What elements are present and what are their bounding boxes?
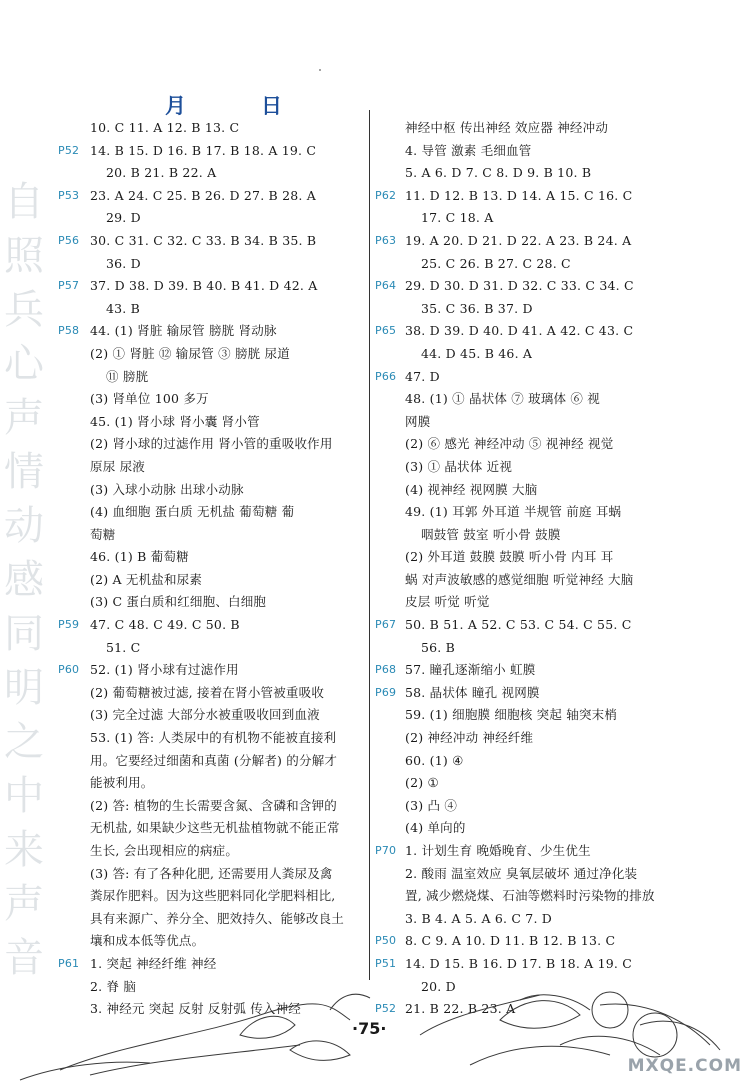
answer-line	[58, 908, 368, 931]
page-ref-label: P68	[375, 663, 397, 677]
left-answer-column	[58, 117, 368, 1021]
answer-line	[375, 817, 715, 840]
calligraphy-glyph: 感	[4, 557, 44, 603]
answer-text: 3. B 4. A 5. A 6. C 7. D	[405, 910, 553, 926]
margin-calligraphy-decoration	[0, 170, 58, 990]
page-ref-label: P70	[375, 844, 397, 857]
answer-text: 2. 脊 脑	[90, 978, 137, 994]
answer-line	[375, 207, 715, 230]
answer-text: 无机盐, 如果缺少这些无机盐植物就不能正常	[90, 820, 340, 836]
answer-line	[375, 275, 715, 298]
answer-text: (2) 葡萄糖被过滤, 接着在肾小管被重吸收	[90, 684, 325, 700]
answer-line	[375, 953, 715, 976]
answer-line	[58, 682, 368, 705]
answer-line	[58, 433, 368, 456]
answer-line	[58, 750, 368, 773]
answer-line	[375, 614, 715, 637]
calligraphy-glyph: 之	[4, 719, 44, 765]
page-ref-label: P52	[375, 1002, 397, 1016]
answer-line	[375, 546, 715, 569]
answer-text: 23. A 24. C 25. B 26. D 27. B 28. A	[90, 187, 316, 203]
answer-line	[58, 366, 368, 389]
answer-text: 37. D 38. D 39. B 40. B 41. D 42. A	[90, 278, 318, 294]
answer-line	[58, 591, 368, 614]
answer-text: 49. (1) 耳郭 外耳道 半规管 前庭 耳蜗	[405, 504, 622, 520]
answer-line	[375, 298, 715, 321]
answer-line	[58, 207, 368, 230]
answer-text: 58. 晶状体 瞳孔 视网膜	[405, 684, 540, 700]
answer-line	[58, 614, 368, 637]
answer-line	[58, 795, 368, 818]
answer-text: 能被利用。	[90, 775, 154, 791]
answer-line	[375, 366, 715, 389]
answer-text: ⑪ 膀胱	[106, 368, 149, 384]
answer-text: 5. A 6. D 7. C 8. D 9. B 10. B	[405, 165, 592, 181]
answer-text: 置, 减少燃烧煤、石油等燃料时污染物的排放	[405, 888, 655, 904]
answer-line	[58, 863, 368, 886]
date-header	[165, 90, 305, 118]
answer-text: 生长, 会出现相应的病症。	[90, 843, 239, 858]
answer-text: 19. A 20. D 21. D 22. A 23. B 24. A	[405, 232, 632, 248]
answer-text: (2) ① 肾脏 ⑫ 输尿管 ③ 膀胱 尿道	[90, 345, 290, 361]
answer-line	[58, 930, 368, 953]
answer-line	[375, 591, 715, 614]
answer-text: 1. 计划生育 晚婚晚育、少生优生	[405, 843, 591, 858]
answer-text: 36. D	[106, 255, 141, 271]
answer-line	[375, 320, 715, 343]
answer-text: 14. D 15. B 16. D 17. B 18. A 19. C	[405, 955, 632, 971]
answer-line	[58, 659, 368, 682]
answer-line	[375, 140, 715, 163]
answer-line	[375, 230, 715, 253]
calligraphy-glyph: 情	[4, 449, 44, 495]
answer-line	[58, 479, 368, 502]
answer-line	[375, 479, 715, 502]
answer-line	[375, 908, 715, 931]
page-ref-label: P50	[375, 934, 397, 948]
answer-text: (4) 视神经 视网膜 大脑	[405, 481, 538, 497]
answer-line	[58, 501, 368, 524]
page-number: ·75·	[352, 1019, 387, 1038]
answer-line	[58, 546, 368, 569]
answer-text: (3) 完全过滤 大部分水被重吸收回到血液	[90, 707, 320, 723]
page-ref-label: P52	[58, 143, 80, 157]
calligraphy-glyph: 来	[4, 827, 44, 873]
answer-line	[375, 750, 715, 773]
answer-line	[58, 388, 368, 411]
answer-line	[58, 275, 368, 298]
answer-line	[58, 727, 368, 750]
answer-text: 30. C 31. C 32. C 33. B 34. B 35. B	[90, 232, 317, 248]
watermark-logo	[612, 1016, 742, 1076]
answer-line	[58, 637, 368, 660]
answer-text: 蜗 对声波敏感的感觉细胞 听觉神经 大脑	[405, 571, 634, 587]
answer-line	[58, 298, 368, 321]
calligraphy-glyph: 照	[4, 233, 44, 279]
answer-line	[58, 524, 368, 547]
answer-text: 萄糖	[90, 526, 116, 542]
answer-line	[375, 411, 715, 434]
answer-line	[375, 863, 715, 886]
answer-line	[375, 795, 715, 818]
answer-text: 壤和成本低等优点。	[90, 933, 205, 949]
answer-text: (2) 答: 植物的生长需要含氮、含磷和含钾的	[90, 797, 337, 813]
calligraphy-glyph: 动	[4, 503, 44, 549]
answer-text: 47. C 48. C 49. C 50. B	[90, 617, 240, 633]
answer-text: 17. C 18. A	[421, 210, 494, 226]
answer-line	[58, 117, 368, 140]
answer-text: (2) 肾小球的过滤作用 肾小管的重吸收作用	[90, 436, 333, 452]
answer-line	[58, 885, 368, 908]
answer-text: 43. B	[106, 300, 141, 316]
answer-text: 20. B 21. B 22. A	[106, 165, 217, 181]
answer-line	[375, 162, 715, 185]
answer-text: 44. (1) 肾脏 输尿管 膀胱 肾动脉	[90, 323, 277, 339]
answer-text: (3) ① 晶状体 近视	[405, 458, 513, 474]
answer-text: (2) 神经冲动 神经纤维	[405, 730, 534, 746]
answer-text: 45. (1) 肾小球 肾小囊 肾小管	[90, 413, 260, 429]
answer-text: (4) 血细胞 蛋白质 无机盐 葡萄糖 葡	[90, 504, 295, 520]
answer-text: 8. C 9. A 10. D 11. B 12. B 13. C	[405, 933, 616, 949]
answer-text: 粪尿作肥料。因为这些肥料同化学肥料相比,	[90, 888, 336, 904]
answer-text: 10. C 11. A 12. B 13. C	[90, 120, 240, 135]
page-number-value: 75	[358, 1019, 381, 1038]
calligraphy-glyph: 中	[4, 773, 44, 819]
answer-text: 48. (1) ① 晶状体 ⑦ 玻璃体 ⑥ 视	[405, 391, 600, 407]
answer-text: (3) 入球小动脉 出球小动脉	[90, 481, 244, 497]
page-ref-label: P64	[375, 279, 397, 293]
answer-line	[58, 772, 368, 795]
answer-text: 53. (1) 答: 人类尿中的有机物不能被直接利	[90, 730, 337, 746]
calligraphy-glyph: 兵	[4, 287, 44, 333]
calligraphy-glyph: 音	[4, 935, 44, 981]
page-ref-label: P62	[375, 188, 397, 202]
answer-text: 具有来源广、养分全、肥效持久、能够改良土	[90, 910, 345, 926]
answer-line	[375, 682, 715, 705]
answer-text: 皮层 听觉 听觉	[405, 594, 490, 610]
right-answer-column	[375, 117, 715, 1021]
page-ref-label: P63	[375, 233, 397, 247]
answer-line	[375, 117, 715, 140]
answer-line	[375, 772, 715, 795]
answer-line	[58, 817, 368, 840]
answer-text: 3. 神经元 突起 反射 反射弧 传入神经	[90, 1001, 301, 1017]
page-ref-label: P53	[58, 188, 80, 202]
month-label: 月	[165, 94, 186, 118]
answer-line	[375, 343, 715, 366]
answer-line	[58, 162, 368, 185]
answer-text: (2) ⑥ 感光 神经冲动 ⑤ 视神经 视觉	[405, 436, 614, 452]
page-ref-label: P59	[58, 618, 80, 632]
answer-text: 46. (1) B 葡萄糖	[90, 549, 189, 565]
answer-text: (2) 外耳道 鼓膜 鼓膜 听小骨 内耳 耳	[405, 549, 614, 565]
answer-text: 20. D	[421, 978, 456, 994]
answer-line	[58, 411, 368, 434]
calligraphy-glyph: 自	[4, 179, 44, 225]
page-ref-label: P69	[375, 685, 397, 699]
answer-line	[375, 253, 715, 276]
answer-line	[375, 637, 715, 660]
answer-line	[375, 456, 715, 479]
answer-line	[375, 840, 715, 863]
answer-text: 21. B 22. B 23. A	[405, 1001, 516, 1017]
answer-line	[58, 140, 368, 163]
answer-line	[58, 840, 368, 863]
answer-text: (4) 单向的	[405, 820, 466, 836]
answer-text: 4. 导管 激素 毛细血管	[405, 142, 532, 158]
page-ref-label: P66	[375, 369, 397, 383]
answer-text: 29. D	[106, 210, 141, 226]
answer-line	[375, 930, 715, 953]
page-ref-label: P56	[58, 233, 80, 247]
answer-text: 2. 酸雨 温室效应 臭氧层破坏 通过净化装	[405, 865, 638, 881]
answer-line	[375, 659, 715, 682]
answer-line	[58, 343, 368, 366]
answer-text: 原尿 尿液	[90, 458, 145, 474]
answer-line	[58, 569, 368, 592]
answer-text: 11. D 12. B 13. D 14. A 15. C 16. C	[405, 187, 633, 203]
watermark-text: MXQE.COM	[627, 1056, 742, 1076]
answer-line	[375, 704, 715, 727]
answer-line	[375, 388, 715, 411]
page-ref-label: P61	[58, 956, 80, 970]
answer-line	[58, 456, 368, 479]
answer-text: 14. B 15. D 16. B 17. B 18. A 19. C	[90, 142, 317, 158]
answer-text: 52. (1) 肾小球有过滤作用	[90, 662, 239, 678]
page-ref-label: P58	[58, 324, 80, 338]
answer-line	[58, 320, 368, 343]
answer-text: 用。它要经过细菌和真菌 (分解者) 的分解才	[90, 752, 338, 768]
answer-line	[375, 185, 715, 208]
answer-text: 57. 瞳孔逐渐缩小 虹膜	[405, 662, 536, 678]
answer-line	[58, 230, 368, 253]
answer-line	[58, 953, 368, 976]
answer-text: 网膜	[405, 413, 431, 429]
page-ref-label: P67	[375, 618, 397, 632]
calligraphy-glyph: 同	[4, 611, 44, 657]
answer-line	[375, 524, 715, 547]
answer-text: 47. D	[405, 368, 440, 384]
calligraphy-glyph: 明	[4, 665, 44, 711]
calligraphy-glyph: 心	[4, 341, 44, 387]
answer-text: (2) A 无机盐和尿素	[90, 571, 203, 587]
answer-text: 44. D 45. B 46. A	[421, 345, 533, 361]
answer-text: 咽鼓管 鼓室 听小骨 鼓膜	[421, 526, 561, 542]
answer-text: 50. B 51. A 52. C 53. C 54. C 55. C	[405, 617, 632, 633]
page-ref-label: P60	[58, 663, 80, 677]
answer-text: (2) ①	[405, 775, 439, 791]
answer-text: 29. D 30. D 31. D 32. C 33. C 34. C	[405, 278, 634, 294]
answer-text: 51. C	[106, 639, 141, 655]
answer-line	[58, 704, 368, 727]
answer-text: (3) 答: 有了各种化肥, 还需要用人粪尿及禽	[90, 865, 333, 881]
answer-text: 35. C 36. B 37. D	[421, 300, 533, 316]
calligraphy-glyph: 声	[4, 395, 44, 441]
answer-line	[375, 885, 715, 908]
answer-text: 神经中枢 传出神经 效应器 神经冲动	[405, 120, 609, 135]
day-label: 日	[261, 94, 282, 118]
top-dot	[319, 69, 321, 71]
answer-text: 59. (1) 细胞膜 细胞核 突起 轴突末梢	[405, 707, 618, 723]
answer-line	[375, 569, 715, 592]
answer-text: (3) 凸 ④	[405, 797, 458, 813]
page-ref-label: P51	[375, 956, 397, 970]
answer-text: 56. B	[421, 639, 456, 655]
answer-line	[58, 253, 368, 276]
answer-text: 1. 突起 神经纤维 神经	[90, 955, 217, 971]
answer-line	[375, 433, 715, 456]
page-ref-label: P65	[375, 324, 397, 338]
answer-text: 38. D 39. D 40. D 41. A 42. C 43. C	[405, 323, 634, 339]
answer-line	[375, 501, 715, 524]
answer-text: 25. C 26. B 27. C 28. C	[421, 255, 571, 271]
column-divider	[369, 110, 370, 980]
answer-line	[375, 727, 715, 750]
calligraphy-glyph: 声	[4, 881, 44, 927]
answer-text: 60. (1) ④	[405, 752, 464, 768]
page-ref-label: P57	[58, 279, 80, 293]
answer-line	[58, 185, 368, 208]
answer-text: (3) 肾单位 100 多万	[90, 391, 209, 407]
answer-text: (3) C 蛋白质和红细胞、白细胞	[90, 594, 267, 610]
